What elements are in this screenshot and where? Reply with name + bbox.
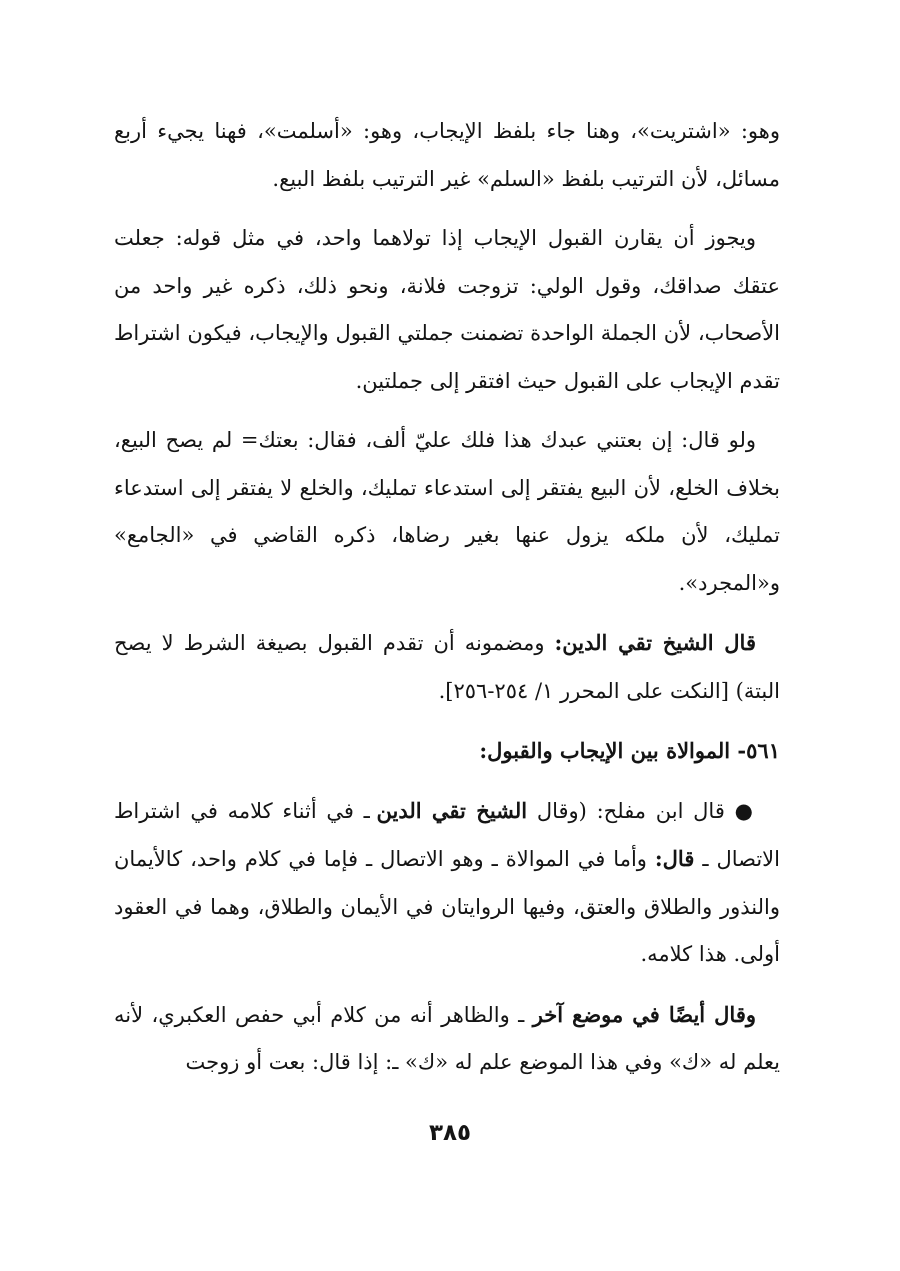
paragraph-4-text: ومضمونه أن تقدم القبول بصيغة الشرط لا يصح البتة) [النكت على المحرر ١/ ٢٥٤-٢٥٦]. — [114, 631, 780, 703]
paragraph-5-qala: قال: — [654, 846, 695, 871]
paragraph-5-text-b: ـ في أثناء كلامه في اشتراط الاتصال ـ — [114, 798, 780, 871]
paragraph-2 — [114, 215, 780, 405]
paragraph-6 — [114, 991, 780, 1087]
paragraph-1 — [114, 108, 780, 203]
paragraph-2-text: ويجوز أن يقارن القبول الإيجاب إذا تولاهما واحد، في مثل قوله: جعلت عتقك صداقك، وقول الولي: تزوجت فلانة، ونحو ذلك، ذكره غير واحد من الأصحاب، لأن الجملة الواحدة تضمنت جملتي القبول والإيجاب، فيكون اشتراط تقدم الإيجاب على القبول حيث افتقر إلى جملتين. — [114, 226, 780, 393]
paragraph-3-text: ولو قال: إن بعتني عبدك هذا فلك عليّ ألف، فقال: بعتك= لم يصح البيع، بخلاف الخلع، لأن البيع يفتقر إلى استدعاء تمليك، والخلع لا يفتقر إلى استدعاء تمليك، لأن ملكه يزول عنها بغير رضاها، ذكره القاضي في «الجامع» و«المجرد». — [114, 428, 780, 595]
paragraph-6-text: ـ والظاهر أنه من كلام أبي حفص العكبري، لأنه يعلم له «ك» وفي هذا الموضع علم له «ك» ـ: إذا قال: بعت أو زوجت — [114, 1002, 780, 1074]
bullet-icon: ● — [734, 797, 756, 823]
page-number: ٣٨٥ — [428, 1120, 472, 1146]
section-heading: ٥٦١- الموالاة بين الإيجاب والقبول: — [479, 738, 780, 763]
paragraph-5-text-c: وأما في الموالاة ـ وهو الاتصال ـ فإما في كلام واحد، كالأيمان والنذور والطلاق والعتق، وفيها الروايتان في الأيمان والطلاق، وهما في العقود أولى. هذا كلامه. — [114, 847, 780, 966]
paragraph-4-speaker: قال الشيخ تقي الدين: — [554, 630, 756, 655]
paragraph-5-speaker: الشيخ تقي الدين — [376, 797, 528, 823]
paragraph-5 — [114, 787, 780, 979]
paragraph-6-lead: وقال أيضًا في موضع آخر — [532, 1001, 756, 1027]
paragraph-5-text-a: قال ابن مفلح: (وقال — [527, 798, 735, 823]
paragraph-3 — [114, 417, 780, 607]
main-text — [114, 108, 780, 1099]
paragraph-1-text: وهو: «اشتريت»، وهنا جاء بلفظ الإيجاب، وهو: «أسلمت»، فهنا يجيء أربع مسائل، لأن الترتيب بلفظ «السلم» غير الترتيب بلفظ البيع. — [114, 119, 780, 191]
paragraph-4 — [114, 619, 780, 715]
